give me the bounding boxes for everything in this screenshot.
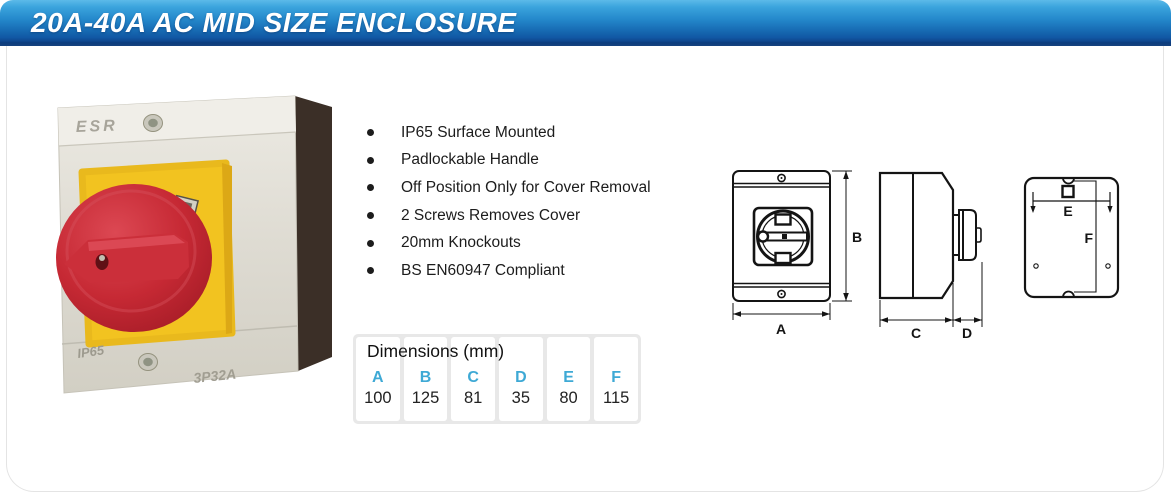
dimension-value: 100 [364,389,392,407]
feature-text: IP65 Surface Mounted [401,123,556,141]
dimension-value: 35 [511,389,531,407]
bottom-screw-icon [139,354,158,371]
feature-item [355,202,685,230]
back-view-drawing [1012,166,1132,311]
dimension-letter: B [419,369,432,386]
dimension-value: 80 [559,389,578,407]
model-text: 3P32A [192,365,237,386]
dimensions-title: Dimensions (mm) [367,341,505,361]
feature-list [355,119,685,285]
ip-rating-text: IP65 [76,342,105,361]
handle-profile [953,210,981,260]
feature-item [355,257,685,285]
feature-text: Off Position Only for Cover Removal [401,178,651,196]
bullet-icon [367,184,374,191]
dimension-letter: C [467,369,479,386]
front-view-drawing [718,162,866,340]
feature-item [355,147,685,175]
bullet-icon [367,240,374,247]
feature-item [355,119,685,147]
dim-label-a: A [775,321,787,337]
dim-label-c: C [910,325,922,340]
dim-label-d: D [961,325,973,340]
bullet-icon [367,129,374,136]
dim-label-e: E [1063,203,1073,219]
header-banner [0,0,1171,46]
bullet-icon [367,212,374,219]
feature-text: BS EN60947 Compliant [401,261,565,279]
page-title: 20A-40A AC MID SIZE ENCLOSURE [31,7,517,38]
dimension-letter: E [563,369,574,386]
dimensions-table [353,334,641,424]
feature-text: 20mm Knockouts [401,234,521,252]
dimension-column-f [594,337,638,421]
top-screw-icon [144,115,163,132]
product-photo [48,90,338,410]
brand-logo-text: ESR [75,117,119,136]
enclosure-side-panel [295,96,332,371]
feature-item [355,229,685,257]
dim-label-b: B [852,229,863,245]
bullet-icon [367,157,374,164]
switch-face [754,208,812,265]
dimension-value: 81 [464,389,483,407]
side-view-drawing [872,162,997,340]
dimension-column-e [547,337,591,421]
dimension-value: 125 [411,389,440,407]
dimension-letter: F [611,369,622,386]
dimension-letter: A [372,369,384,386]
bullet-icon [367,267,374,274]
feature-text: 2 Screws Removes Cover [401,206,581,224]
dimension-value: 115 [603,389,630,407]
dimension-column-d [499,337,543,421]
knockout-square [1063,186,1074,197]
dim-label-f: F [1084,230,1093,246]
feature-item [355,174,685,202]
dimension-letter: D [515,369,527,386]
feature-text: Padlockable Handle [401,151,539,169]
